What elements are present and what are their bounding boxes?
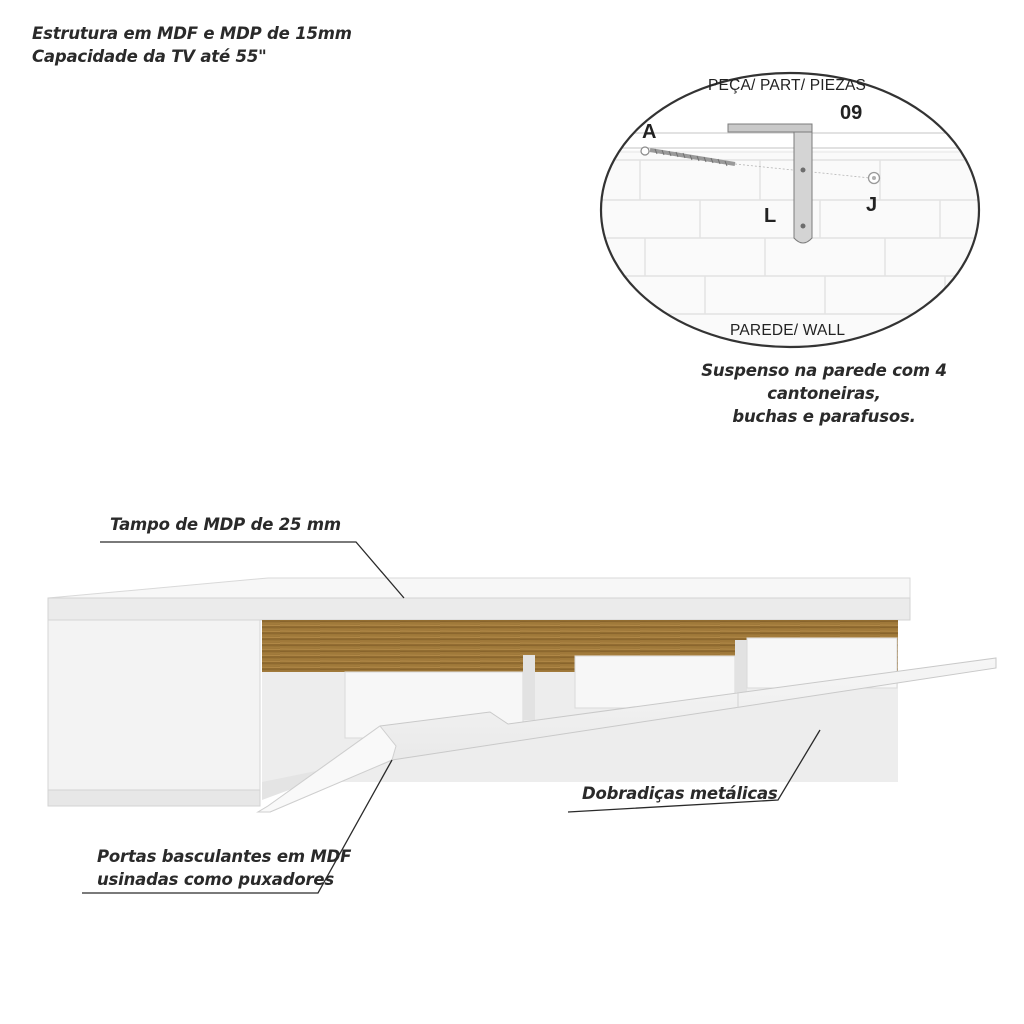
mount-caption-line1: Suspenso na parede com 4 cantoneiras, [701, 361, 947, 403]
spec-tv-capacity: Capacidade da TV até 55" [32, 47, 267, 66]
spec-structure: Estrutura em MDF e MDP de 15mm [32, 24, 352, 43]
inset-label-j: J [866, 194, 878, 216]
callout-doors [97, 845, 351, 891]
rack-top-slab [48, 598, 910, 620]
inset-wall-label: PAREDE/ WALL [730, 322, 846, 339]
inset-quantity: 09 [840, 102, 863, 124]
callout-hinges: Dobradiças metálicas [582, 784, 778, 803]
callout-top: Tampo de MDP de 25 mm [110, 515, 341, 534]
rack-left-side [48, 620, 260, 806]
tv-rack [48, 578, 996, 812]
wall-plug-icon [869, 173, 880, 184]
mount-caption [644, 359, 1004, 428]
inset-label-l: L [764, 205, 777, 227]
mounting-inset [590, 73, 990, 360]
mount-caption-line2: buchas e parafusos. [732, 407, 916, 426]
inset-label-a: A [642, 121, 657, 143]
inset-header: PEÇA/ PART/ PIEZAS [708, 77, 867, 94]
specs-block [32, 22, 352, 68]
rack-top-surface [48, 578, 910, 598]
callout-doors-line1: Portas basculantes em MDF [97, 847, 352, 866]
callout-doors-line2: usinadas como puxadores [97, 870, 335, 889]
